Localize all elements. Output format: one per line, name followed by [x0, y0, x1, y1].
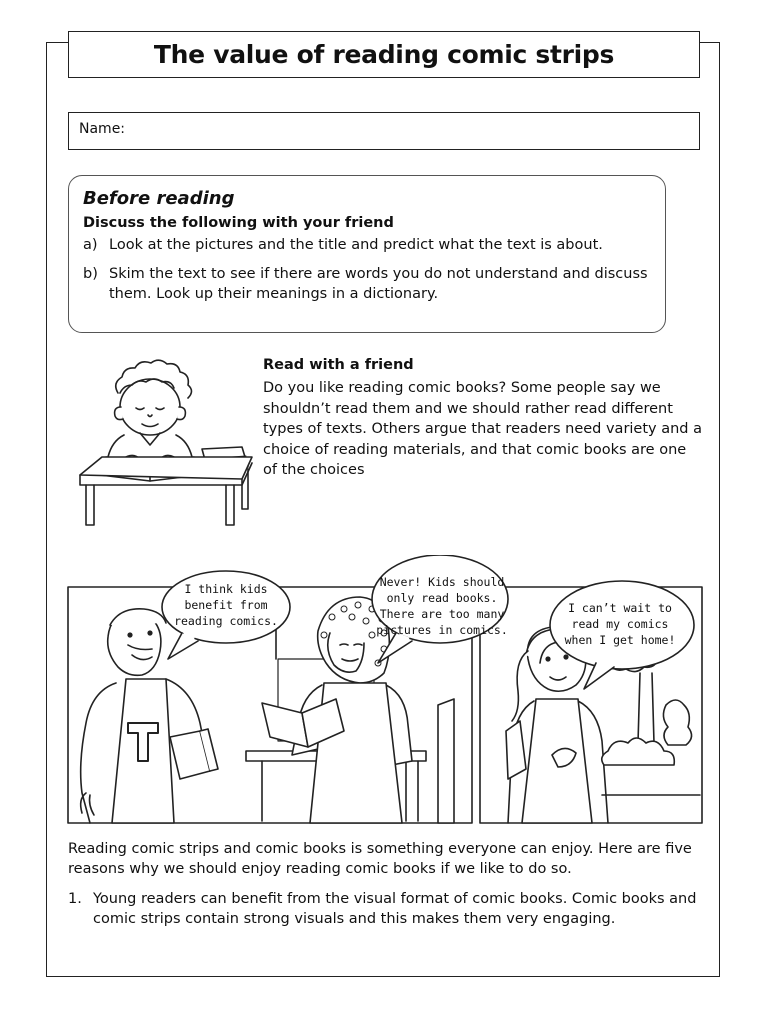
before-reading-heading: Before reading	[83, 188, 235, 209]
discuss-instruction: Discuss the following with your friend	[83, 215, 394, 231]
intro-paragraph: Reading comic strips and comic books is something everyone can enjoy. Here are five reasons why we should enjoy reading comic books if we like to do so.	[68, 841, 692, 877]
bubble-2-line-3: There are too many	[379, 607, 505, 621]
list-item	[83, 264, 651, 304]
page-title: The value of reading comic strips	[153, 40, 615, 69]
title-box	[68, 31, 700, 78]
name-label: Name:	[79, 121, 126, 137]
item-label: a)	[83, 237, 98, 253]
item-label: b)	[83, 266, 98, 282]
student-reading-illustration	[66, 345, 262, 530]
bubble-3-line-2: read my comics	[571, 617, 669, 631]
name-field[interactable]	[68, 112, 700, 150]
before-reading-box	[68, 175, 666, 333]
bubble-3-line-3: when I get home!	[564, 633, 676, 647]
bubble-2-line-4: pictures in comics.	[376, 623, 508, 637]
read-with-friend-heading: Read with a friend	[263, 357, 414, 373]
item-text: Skim the text to see if there are words you do not understand and discuss them. Look up their meanings in a dictionary.	[109, 266, 648, 302]
bubble-1-line-1: I think kids	[184, 582, 268, 596]
bubble-2-line-2: only read books.	[386, 591, 498, 605]
comic-strip-illustration	[66, 555, 704, 825]
bubble-1-line-2: benefit from	[184, 598, 268, 612]
bubble-2-line-1: Never! Kids should	[379, 575, 505, 589]
bubble-1-line-3: reading comics.	[174, 614, 278, 628]
list-item	[68, 890, 708, 929]
read-with-friend-text: Do you like reading comic books? Some people say we shouldn’t read them and we should rather read different types of texts. Others argue that readers need variety and a choice of reading materials, and that comic books are one of the choices	[263, 380, 703, 478]
list-text: Young readers can benefit from the visual format of comic books. Comic books and comic strips contain strong visuals and this makes them very engaging.	[93, 891, 697, 927]
item-text: Look at the pictures and the title and predict what the text is about.	[109, 237, 603, 253]
list-item	[83, 235, 651, 255]
list-number: 1.	[68, 891, 82, 907]
bubble-3-line-1: I can’t wait to	[568, 601, 672, 615]
